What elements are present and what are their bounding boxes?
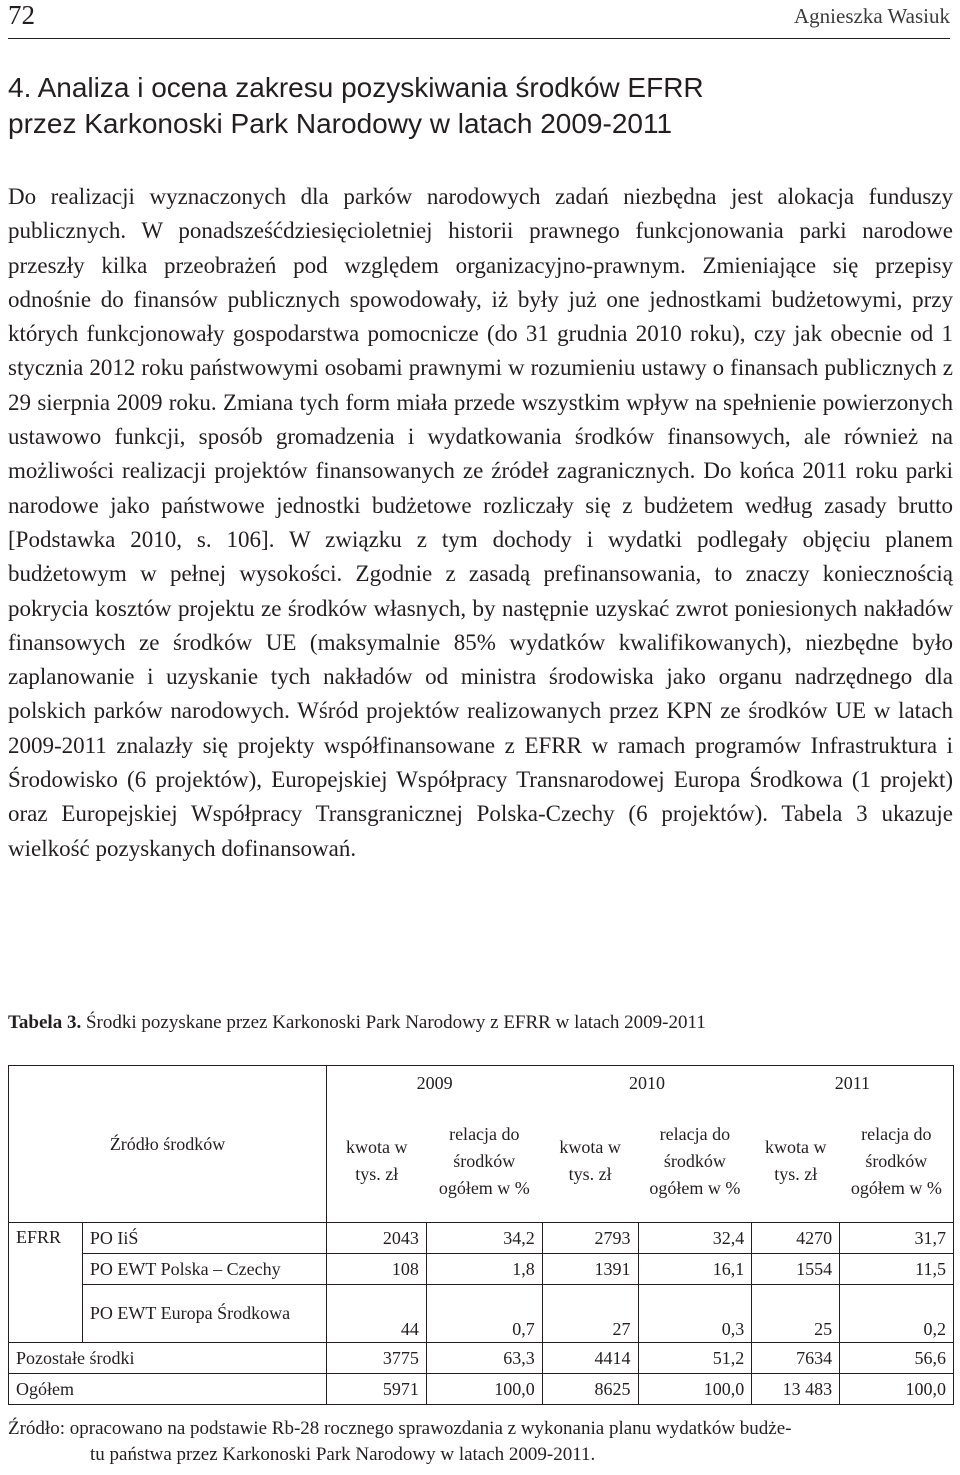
table-caption <box>8 1012 706 1034</box>
table-cell: 7634 <box>752 1343 840 1374</box>
table-header-ratio: relacja do środków ogółem w % <box>638 1100 752 1223</box>
table-cell: 0,2 <box>840 1285 954 1343</box>
table-cell: 63,3 <box>426 1343 542 1374</box>
table-cell: 3775 <box>327 1343 427 1374</box>
table-cell: 4270 <box>752 1223 840 1254</box>
header-divider <box>8 38 950 39</box>
table-row-label: PO IiŚ <box>82 1223 326 1254</box>
table-cell: 31,7 <box>840 1223 954 1254</box>
table-row <box>9 1374 954 1405</box>
table-cell: 108 <box>327 1254 427 1285</box>
table-cell: 25 <box>752 1285 840 1343</box>
table-row-group: Ogółem <box>9 1374 327 1405</box>
table-cell: 1391 <box>542 1254 638 1285</box>
table-row-group: Pozostałe środki <box>9 1343 327 1374</box>
table-cell: 11,5 <box>840 1254 954 1285</box>
section-title <box>8 70 928 142</box>
table-row <box>9 1254 954 1285</box>
table-row-label: PO EWT Polska – Czechy <box>82 1254 326 1285</box>
table-cell: 34,2 <box>426 1223 542 1254</box>
table-cell: 51,2 <box>638 1343 752 1374</box>
table-source-note <box>8 1416 953 1468</box>
table-cell: 13 483 <box>752 1374 840 1405</box>
table-cell: 5971 <box>327 1374 427 1405</box>
table-cell: 2043 <box>327 1223 427 1254</box>
table-header-ratio: relacja do środków ogółem w % <box>840 1100 954 1223</box>
table-cell: 100,0 <box>638 1374 752 1405</box>
table-cell: 1554 <box>752 1254 840 1285</box>
table-cell: 100,0 <box>840 1374 954 1405</box>
table-cell: 27 <box>542 1285 638 1343</box>
source-note-line-2: tu państwa przez Karkonoski Park Narodowy w latach 2009-2011. <box>90 1444 596 1465</box>
table-cell: 8625 <box>542 1374 638 1405</box>
table-cell: 2793 <box>542 1223 638 1254</box>
body-paragraph: Do realizacji wyznaczonych dla parków narodowych zadań niezbędna jest alokacja funduszy publicznych. W ponadsześćdziesięcioletniej historii prawnego funkcjonowania parki narodowe przeszły kilka przeobrażeń pod względem organizacyjno-prawnym. Zmieniające się przepisy odnośnie do finansów publicznych spowodowały, iż były już one jednostkami budżetowymi, przy których funkcjonowały gospodarstwa pomocnicze (do 31 grudnia 2010 roku), czy jak obecnie od 1 stycznia 2012 roku państwowymi osobami prawnymi w rozumieniu ustawy o finansach publicznych z 29 sierpnia 2009 roku. Zmiana tych form miała przede wszystkim wpływ na spełnienie powierzonych ustawowo funkcji, sposób gromadzenia i wydatkowania środków finansowych, ale również na możliwości realizacji projektów finansowanych ze źródeł zagranicznych. Do końca 2011 roku parki narodowe jako państwowe jednostki budżetowe rozliczały się z budżetem według zasady brutto [Podstawka 2010, s. 106]. W związku z tym dochody i wydatki podlegały objęciu planem budżetowym w pełnej wysokości. Zgodnie z zasadą prefinansowania, to znaczy koniecznością pokrycia kosztów projektu ze środków własnych, by następnie uzyskać zwrot poniesionych nakładów finansowych ze środków UE (maksymalnie 85% wydatków kwalifikowanych), niezbędne było zaplanowanie i uzyskanie tych nakładów od ministra środowiska jako organu nadrzędnego dla polskich parków narodowych. Wśród projektów realizowanych przez KPN ze środków UE w latach 2009-2011 znalazły się projekty współfinansowane z EFRR w ramach programów Infrastruktura i Środowisko (6 projektów), Europejskiej Współpracy Transnarodowej Europa Środkowa (1 projekt) oraz Europejskiej Współpracy Transgranicznej Polska-Czechy (6 projektów). Tabela 3 ukazuje wielkość pozyskanych dofinansowań. <box>8 184 953 861</box>
table-cell: 4414 <box>542 1343 638 1374</box>
table-cell: 56,6 <box>840 1343 954 1374</box>
table-row <box>9 1223 954 1254</box>
section-title-line-1: 4. Analiza i ocena zakresu pozyskiwania środków EFRR <box>8 72 704 103</box>
table-header-year: 2011 <box>752 1066 954 1101</box>
source-note-line-1: Źródło: opracowano na podstawie Rb-28 rocznego sprawozdania z wykonania planu wydatków budże- <box>8 1418 792 1439</box>
section-title-line-2: przez Karkonoski Park Narodowy w latach 2009-2011 <box>8 108 673 139</box>
table-header-source: Źródło środków <box>9 1066 327 1223</box>
funding-table <box>8 1065 954 1405</box>
table-cell: 32,4 <box>638 1223 752 1254</box>
table-cell: 0,3 <box>638 1285 752 1343</box>
page-number: 72 <box>8 0 35 30</box>
table-cell: 44 <box>327 1285 427 1343</box>
table-header-year: 2010 <box>542 1066 752 1101</box>
table-header-year: 2009 <box>327 1066 543 1101</box>
table-header-ratio: relacja do środków ogółem w % <box>426 1100 542 1223</box>
table-row <box>9 1343 954 1374</box>
table-row-label: PO EWT Europa Środkowa <box>82 1285 326 1343</box>
table-header-amount: kwota w tys. zł <box>542 1100 638 1223</box>
table-cell: 1,8 <box>426 1254 542 1285</box>
table-row <box>9 1285 954 1343</box>
table-header-amount: kwota w tys. zł <box>327 1100 427 1223</box>
table-caption-text: Środki pozyskane przez Karkonoski Park Narodowy z EFRR w latach 2009-2011 <box>81 1012 706 1033</box>
table-header-amount: kwota w tys. zł <box>752 1100 840 1223</box>
table-cell: 16,1 <box>638 1254 752 1285</box>
table-caption-label: Tabela 3. <box>8 1012 82 1033</box>
table-cell: 0,7 <box>426 1285 542 1343</box>
running-header-author: Agnieszka Wasiuk <box>794 4 950 28</box>
table-row-group: EFRR <box>9 1223 83 1343</box>
table-cell: 100,0 <box>426 1374 542 1405</box>
